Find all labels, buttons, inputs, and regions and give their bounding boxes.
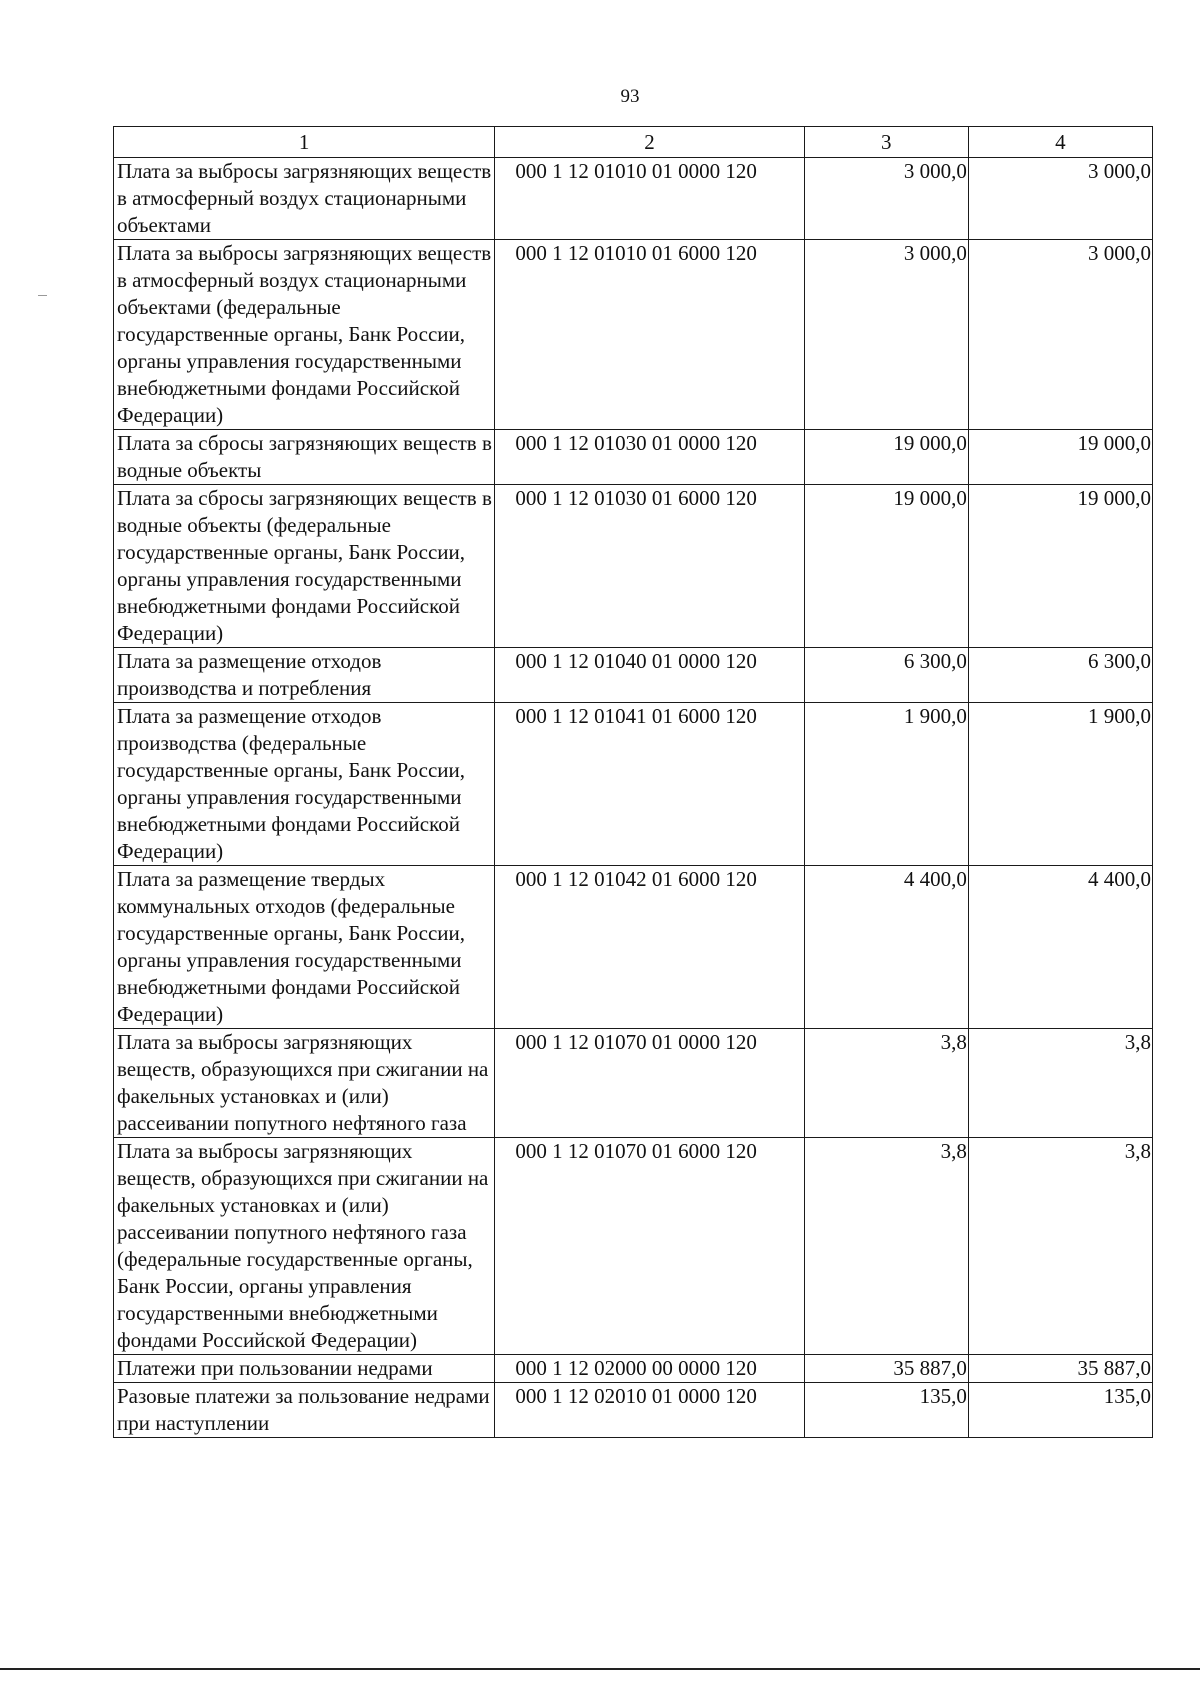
row-col3: 19 000,0 <box>804 430 968 485</box>
row-col4: 4 400,0 <box>968 866 1152 1029</box>
header-col-3: 3 <box>804 127 968 158</box>
row-name: Плата за размещение отходов производства (федеральные государственные органы, Банк России, органы управления государственными внебюджетными фондами Российской Федерации) <box>114 703 495 866</box>
table-row <box>114 485 1153 648</box>
header-row <box>114 127 1153 158</box>
row-name: Плата за выбросы загрязняющих веществ в атмосферный воздух стационарными объектами <box>114 158 495 240</box>
row-col4: 1 900,0 <box>968 703 1152 866</box>
bottom-rule <box>0 1668 1200 1670</box>
row-col4: 19 000,0 <box>968 430 1152 485</box>
row-col4: 3 000,0 <box>968 240 1152 430</box>
row-code: 000 1 12 01070 01 6000 120 <box>495 1138 804 1355</box>
row-code: 000 1 12 01030 01 0000 120 <box>495 430 804 485</box>
row-name: Плата за выбросы загрязняющих веществ, образующихся при сжигании на факельных установках и (или) рассеивании попутного нефтяного газа (федеральные государственные органы, Банк России, органы управления государственными внебюджетными фондами Российской Федерации) <box>114 1138 495 1355</box>
scan-mark <box>38 295 47 296</box>
table-row <box>114 703 1153 866</box>
header-col-4: 4 <box>968 127 1152 158</box>
row-col4: 3,8 <box>968 1138 1152 1355</box>
row-col3: 6 300,0 <box>804 648 968 703</box>
row-col3: 19 000,0 <box>804 485 968 648</box>
row-name: Платежи при пользовании недрами <box>114 1355 495 1383</box>
row-col3: 4 400,0 <box>804 866 968 1029</box>
table-body <box>114 158 1153 1438</box>
row-code: 000 1 12 01070 01 0000 120 <box>495 1029 804 1138</box>
row-col3: 135,0 <box>804 1383 968 1438</box>
row-code: 000 1 12 01042 01 6000 120 <box>495 866 804 1029</box>
row-col4: 19 000,0 <box>968 485 1152 648</box>
row-name: Плата за выбросы загрязняющих веществ в атмосферный воздух стационарными объектами (федеральные государственные органы, Банк России, органы управления государственными внебюджетными фондами Российской Федерации) <box>114 240 495 430</box>
row-col3: 3 000,0 <box>804 158 968 240</box>
row-code: 000 1 12 01041 01 6000 120 <box>495 703 804 866</box>
table-row <box>114 1355 1153 1383</box>
table-row <box>114 158 1153 240</box>
row-name: Плата за сбросы загрязняющих веществ в водные объекты (федеральные государственные органы, Банк России, органы управления государственными внебюджетными фондами Российской Федерации) <box>114 485 495 648</box>
table-row <box>114 866 1153 1029</box>
row-col3: 3,8 <box>804 1029 968 1138</box>
row-col4: 3,8 <box>968 1029 1152 1138</box>
row-code: 000 1 12 01010 01 0000 120 <box>495 158 804 240</box>
table-header <box>114 127 1153 158</box>
row-name: Плата за размещение отходов производства и потребления <box>114 648 495 703</box>
row-col3: 35 887,0 <box>804 1355 968 1383</box>
row-code: 000 1 12 01010 01 6000 120 <box>495 240 804 430</box>
table-row <box>114 1383 1153 1438</box>
table-row <box>114 1029 1153 1138</box>
row-col3: 3 000,0 <box>804 240 968 430</box>
row-col3: 3,8 <box>804 1138 968 1355</box>
page-number: 93 <box>620 86 640 107</box>
row-col4: 35 887,0 <box>968 1355 1152 1383</box>
header-col-2: 2 <box>495 127 804 158</box>
table-row <box>114 1138 1153 1355</box>
row-col4: 6 300,0 <box>968 648 1152 703</box>
header-col-1: 1 <box>114 127 495 158</box>
table-row <box>114 240 1153 430</box>
row-col4: 3 000,0 <box>968 158 1152 240</box>
row-name: Плата за выбросы загрязняющих веществ, образующихся при сжигании на факельных установках и (или) рассеивании попутного нефтяного газа <box>114 1029 495 1138</box>
row-col4: 135,0 <box>968 1383 1152 1438</box>
row-col3: 1 900,0 <box>804 703 968 866</box>
row-code: 000 1 12 01040 01 0000 120 <box>495 648 804 703</box>
table-row <box>114 648 1153 703</box>
table-row <box>114 430 1153 485</box>
row-name: Плата за размещение твердых коммунальных отходов (федеральные государственные органы, Банк России, органы управления государственными внебюджетными фондами Российской Федерации) <box>114 866 495 1029</box>
row-name: Разовые платежи за пользование недрами при наступлении <box>114 1383 495 1438</box>
row-name: Плата за сбросы загрязняющих веществ в водные объекты <box>114 430 495 485</box>
row-code: 000 1 12 02000 00 0000 120 <box>495 1355 804 1383</box>
row-code: 000 1 12 01030 01 6000 120 <box>495 485 804 648</box>
row-code: 000 1 12 02010 01 0000 120 <box>495 1383 804 1438</box>
budget-table <box>113 126 1153 1438</box>
